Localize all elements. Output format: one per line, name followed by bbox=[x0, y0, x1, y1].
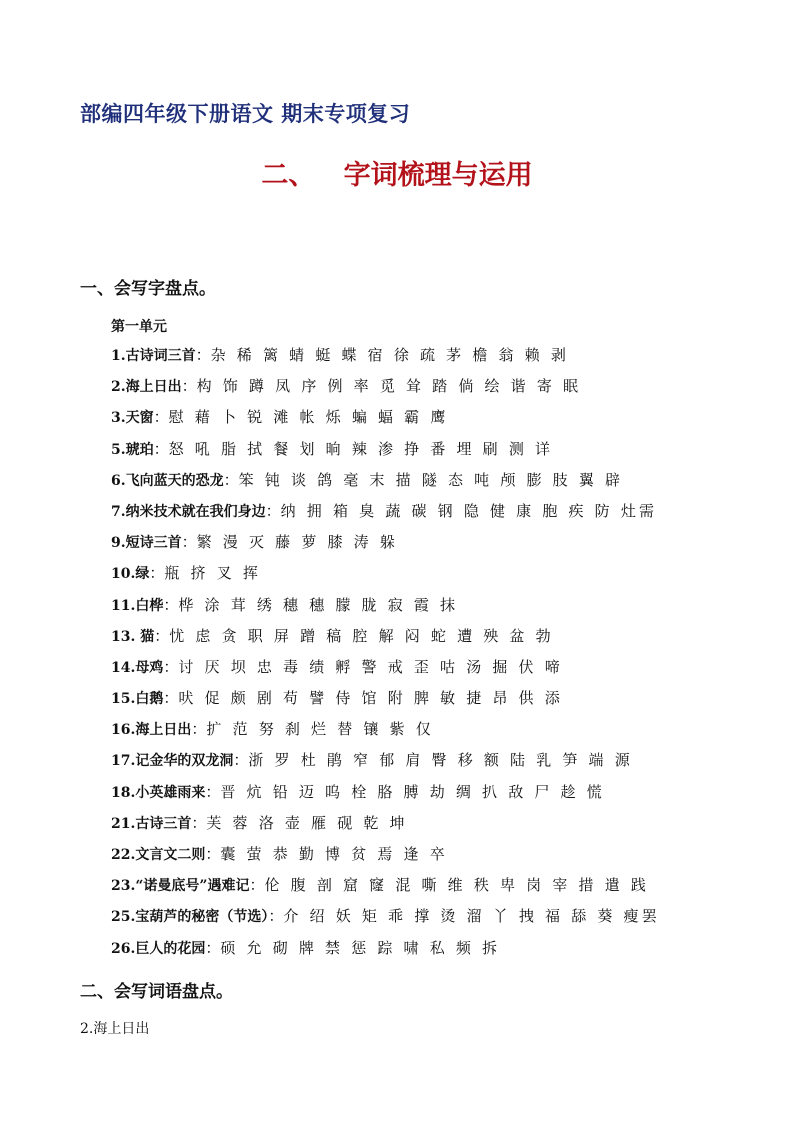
section-heading-characters: 一、会写字盘点。 bbox=[80, 279, 216, 299]
lesson-characters: 构 饰 蹲 凤 序 例 率 觅 耸 踏 倘 绘 谐 寄 眠 bbox=[196, 377, 582, 396]
lesson-separator: ： bbox=[223, 470, 239, 489]
lesson-separator: ： bbox=[149, 564, 165, 583]
lesson-row bbox=[111, 375, 660, 406]
lesson-separator: ： bbox=[191, 813, 207, 832]
lesson-name: 13. 猫 bbox=[111, 628, 155, 645]
lesson-row bbox=[111, 749, 660, 780]
lesson-name: 9.短诗三首 bbox=[111, 535, 182, 552]
lesson-row bbox=[111, 344, 660, 375]
lesson-characters: 浙 罗 杜 鹃 窄 郁 肩 臀 移 额 陆 乳 笋 端 源 bbox=[248, 751, 633, 770]
lesson-separator: ： bbox=[205, 938, 221, 957]
lesson-name: 23.“诺曼底号”遇难记 bbox=[111, 878, 250, 895]
lesson-name: 6.飞向蓝天的恐龙 bbox=[111, 472, 224, 489]
lesson-row bbox=[111, 406, 660, 437]
lesson-separator: ： bbox=[153, 439, 169, 458]
lesson-characters: 晋 炕 铅 迈 呜 栓 胳 膊 劫 绸 扒 敌 尸 趁 慌 bbox=[220, 782, 605, 801]
lesson-separator: ： bbox=[163, 689, 179, 708]
lesson-name: 25.宝葫芦的秘密（节选） bbox=[111, 909, 269, 926]
lesson-characters: 纳 拥 箱 臭 蔬 碳 钢 隐 健 康 胞 疾 防 灶需 bbox=[280, 501, 658, 520]
lesson-characters: 芙 蓉 洛 壶 雁 砚 乾 坤 bbox=[206, 813, 408, 832]
lesson-characters: 伦 腹 剖 窟 窿 混 嘶 维 秩 卑 岗 宰 措 遣 践 bbox=[264, 876, 650, 895]
lesson-name: 1.古诗词三首 bbox=[111, 348, 196, 364]
lesson-name: 18.小英雄雨来 bbox=[111, 784, 206, 801]
lesson-name: 5.琥珀 bbox=[111, 441, 154, 458]
lesson-row bbox=[111, 874, 660, 905]
lesson-row bbox=[111, 625, 660, 656]
lesson-separator: ： bbox=[205, 782, 221, 801]
lesson-row bbox=[111, 500, 660, 531]
unit-label: 第一单元 bbox=[111, 319, 167, 335]
lesson-separator: ： bbox=[181, 377, 197, 396]
lesson-name: 10.绿 bbox=[111, 566, 150, 583]
lesson-row bbox=[111, 937, 660, 968]
lesson-list bbox=[111, 344, 660, 968]
lesson-characters: 慰 藉 卜 锐 滩 帐 烁 蝙 蝠 霸 鹰 bbox=[168, 408, 449, 427]
lesson-name: 21.古诗三首 bbox=[111, 815, 192, 832]
lesson-row bbox=[111, 781, 660, 812]
chapter-title: 二、 字词梳理与运用 bbox=[261, 160, 533, 191]
lesson-separator: ： bbox=[249, 876, 265, 895]
lesson-row bbox=[111, 687, 660, 718]
lesson-row bbox=[111, 905, 660, 936]
lesson-characters: 怒 吼 脂 拭 餐 划 晌 辣 渗 挣 番 埋 刷 测 详 bbox=[168, 439, 554, 458]
lesson-characters: 吠 促 颇 剧 苟 譬 侍 馆 附 脾 敏 捷 昂 供 添 bbox=[178, 689, 563, 708]
lesson-separator: ： bbox=[181, 533, 197, 552]
lesson-characters: 囊 萤 恭 勤 博 贫 焉 逢 卒 bbox=[220, 845, 448, 863]
document-header-title: 部编四年级下册语文 期末专项复习 bbox=[80, 102, 411, 126]
lesson-characters: 笨 钝 谈 鸽 毫 末 描 隧 态 吨 颅 膨 肢 翼 辟 bbox=[238, 470, 624, 489]
lesson-name: 22.文言文二则 bbox=[111, 847, 206, 863]
lesson-name: 2.海上日出 bbox=[111, 379, 182, 396]
section-heading-words: 二、会写词语盘点。 bbox=[80, 982, 233, 1002]
lesson-separator: ： bbox=[163, 657, 179, 676]
lesson-characters: 瓶 挤 叉 挥 bbox=[164, 564, 262, 583]
lesson-characters: 繁 漫 灭 藤 萝 膝 涛 躲 bbox=[196, 533, 399, 552]
lesson-name: 17.记金华的双龙洞 bbox=[111, 753, 234, 770]
lesson-separator: ： bbox=[265, 501, 281, 520]
lesson-separator: ： bbox=[205, 845, 221, 863]
lesson-characters: 忧 虑 贪 职 屏 蹭 稿 腔 解 闷 蛇 遭 殃 盆 勃 bbox=[169, 626, 554, 645]
lesson-row bbox=[111, 718, 660, 749]
lesson-separator: ： bbox=[268, 907, 284, 926]
lesson-characters: 介 绍 妖 矩 乖 撑 烫 溜 丫 拽 福 舔 葵 瘦罢 bbox=[283, 907, 660, 926]
lesson-separator: ： bbox=[154, 626, 170, 645]
lesson-characters: 硕 允 砌 牌 禁 惩 踪 啸 私 频 拆 bbox=[220, 938, 501, 957]
lesson-characters: 扩 范 努 刹 烂 替 镶 紫 仅 bbox=[206, 720, 434, 739]
lesson-separator: ： bbox=[195, 346, 211, 364]
lesson-name: 14.母鸡 bbox=[111, 659, 164, 676]
lesson-separator: ： bbox=[233, 751, 249, 770]
lesson-characters: 杂 稀 篱 蜻 蜓 蝶 宿 徐 疏 茅 檐 翁 赖 剥 bbox=[210, 346, 570, 364]
lesson-row bbox=[111, 843, 660, 874]
lesson-name: 7.纳米技术就在我们身边 bbox=[111, 503, 266, 520]
lesson-name: 3.天窗 bbox=[111, 410, 154, 427]
lesson-separator: ： bbox=[191, 720, 207, 739]
lesson-row bbox=[111, 469, 660, 500]
lesson-name: 11.白桦 bbox=[111, 597, 164, 614]
lesson-row bbox=[111, 594, 660, 625]
lesson-row bbox=[111, 812, 660, 843]
lesson-row bbox=[111, 438, 660, 469]
lesson-name: 15.白鹅 bbox=[111, 691, 164, 708]
lesson-row bbox=[111, 656, 660, 687]
lesson-row bbox=[111, 562, 660, 593]
lesson-row bbox=[111, 531, 660, 562]
lesson-characters: 桦 涂 茸 绣 穗 穗 朦 胧 寂 霞 抹 bbox=[178, 595, 459, 614]
words-lesson-item: 2.海上日出 bbox=[80, 1021, 150, 1037]
lesson-separator: ： bbox=[163, 595, 179, 614]
lesson-name: 16.海上日出 bbox=[111, 722, 192, 739]
lesson-characters: 讨 厌 坝 忠 毒 绩 孵 警 戒 歪 咕 汤 掘 伏 啼 bbox=[178, 657, 563, 676]
lesson-separator: ： bbox=[153, 408, 169, 427]
lesson-name: 26.巨人的花园 bbox=[111, 940, 206, 957]
